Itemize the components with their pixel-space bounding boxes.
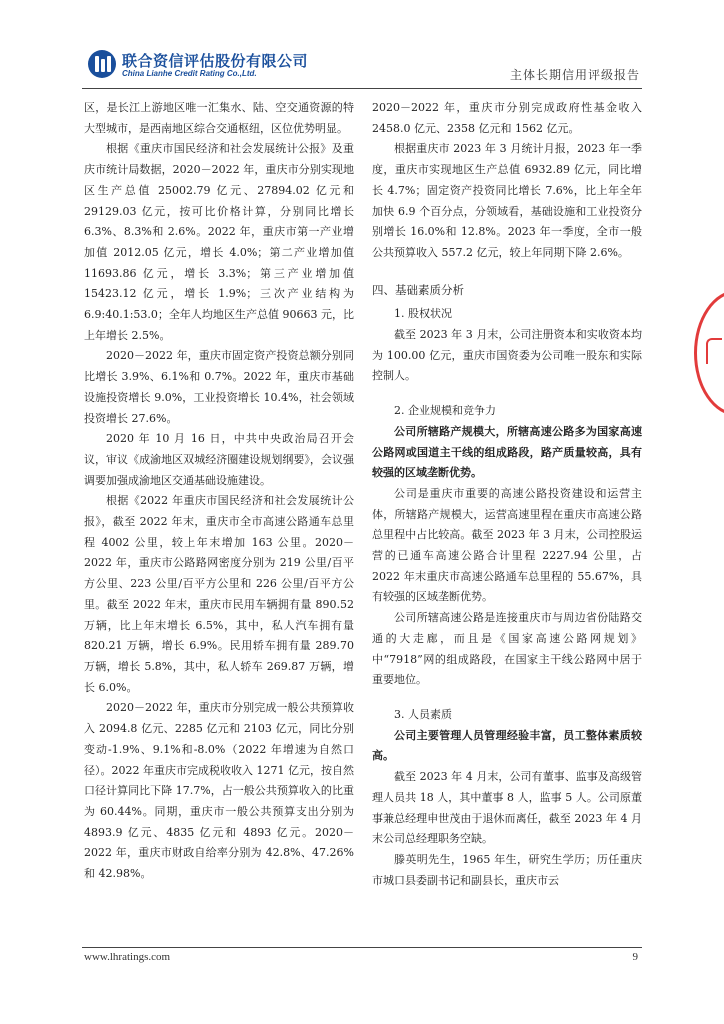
paragraph: 2020－2022 年，重庆市分别完成政府性基金收入 2458.0 亿元、2358 亿元和 1562 亿元。 <box>372 101 642 135</box>
paragraph: 根据《2022 年重庆市国民经济和社会发展统计公报》，截至 2022 年末，重庆市全市高速公路通车总里程 4002 公里，较上年末增加 163 公里。2020－2022 年，重庆市公路路网密度分别为 219 公里/百平方公里、223 公里/百平方公里和 226 公里/百平方公里。截至 2022 年末，重庆市民用车辆拥有量 890.52 万辆，比上年末增长 6.5%，其中，私人汽车拥有量 820.21 万辆，增长 6.9%。民用轿车拥有量 289.70 万辆，增长 5.8%，其中，私人轿车 269.87 万辆，增长 6.0%。 <box>84 494 354 694</box>
company-name-en: China Lianhe Credit Rating Co.,Ltd. <box>122 69 257 78</box>
subsection-heading: 1. 股权状况 <box>394 307 452 321</box>
paragraph: 2020－2022 年，重庆市固定资产投资总额分别同比增长 3.9%、6.1%和 0.7%。2022 年，重庆市基础设施投资增长 9.0%，工业投资增长 10.4%，社会领域投资增长 27.6%。 <box>84 349 354 425</box>
paragraph: 截至 2023 年 3 月末，公司注册资本和实收资本均为 100.00 亿元，重庆市国资委为公司唯一股东和实际控制人。 <box>372 328 642 383</box>
paragraph: 区，是长江上游地区唯一汇集水、陆、空交通资源的特大型城市，是西南地区综合交通枢纽，区位优势明显。 <box>84 101 354 135</box>
report-type-title: 主体长期信用评级报告 <box>509 68 640 82</box>
page-number: 9 <box>632 951 638 963</box>
right-column <box>372 98 642 891</box>
paragraph: 滕英明先生，1965 年生，研究生学历；历任重庆市城口县委副书记和副县长，重庆市云 <box>372 852 642 887</box>
left-column <box>84 98 354 885</box>
paragraph: 2020 年 10 月 16 日，中共中央政治局召开会议，审议《成渝地区双城经济圈建设规划纲要》，会议强调要加强成渝地区交通基础设施建设。 <box>84 432 354 487</box>
section-heading: 四、基础素质分析 <box>372 282 464 297</box>
subsection-heading: 3. 人员素质 <box>394 707 452 721</box>
company-name-cn: 联合资信评估股份有限公司 <box>122 52 309 70</box>
paragraph: 公司所辖高速公路是连接重庆市与周边省份陆路交通的大走廊，而且是《国家高速公路网规划》中“7918”网的组成路段，在国家主干线公路网中居于重要地位。 <box>372 611 642 687</box>
key-finding: 公司所辖路产规模大，所辖高速公路多为国家高速公路网或国道主干线的组成路段，路产质量较高，具有较强的区域垄断优势。 <box>372 424 642 480</box>
paragraph: 根据《重庆市国民经济和社会发展统计公报》及重庆市统计局数据，2020－2022 年，重庆市分别实现地区生产总值 25002.79 亿元、27894.02 亿元和 29129.03 亿元，按可比价格计算，分别同比增长 6.3%、8.3%和 2.6%。2022 年，重庆市第一产业增加值 2012.05 亿元，增长 4.0%；第二产业增加值 11693.86 亿元，增长 3.3%；第三产业增加值 15423.12 亿元，增长 1.9%；三次产业结构为 6.9:40.1:53.0；全年人均地区生产总值 90663 元，比上年增长 2.5%。 <box>84 142 354 342</box>
page-header <box>82 44 642 88</box>
seal-stamp-mark <box>706 338 722 364</box>
paragraph: 截至 2023 年 4 月末，公司有董事、监事及高级管理人员共 18 人，其中董事 8 人，监事 5 人。公司原董事兼总经理申世茂由于退休而离任，截至 2023 年 4 月末公司总经理职务空缺。 <box>372 770 642 846</box>
paragraph: 2020－2022 年，重庆市分别完成一般公共预算收入 2094.8 亿元、2285 亿元和 2103 亿元，同比分别变动-1.9%、9.1%和-8.0%（2022 年增速为自然口径）。2022 年重庆市完成税收收入 1271 亿元，按自然口径计算同比下降 17.7%，占一般公共预算收入的比重为 60.44%。同期，重庆市一般公共预算支出分别为 4893.9 亿元、4835 亿元和 4893 亿元。2020－2022 年，重庆市财政自给率分别为 42.8%、47.26%和 42.98%。 <box>84 701 354 881</box>
lianhe-logo-icon <box>88 50 116 78</box>
paragraph: 公司是重庆市重要的高速公路投资建设和运营主体，所辖路产规模大，运营高速里程在重庆市高速公路总里程中占比较高。截至 2023 年 3 月末，公司控股运营的已通车高速公路合计里程 2227.94 公里，占 2022 年末重庆市高速公路通车总里程的 55.67%，具有较强的区域垄断优势。 <box>372 486 642 604</box>
footer-divider <box>82 947 642 948</box>
paragraph: 根据重庆市 2023 年 3 月统计月报，2023 年一季度，重庆市实现地区生产总值 6932.89 亿元，同比增长 4.7%；固定资产投资同比增长 7.6%，比上年全年加快 6.9 个百分点，分领域看，基础设施和工业投资分别增长 16.0%和 12.8%。2023 年一季度，全市一般公共预算收入 557.2 亿元，较上年同期下降 2.6%。 <box>372 142 642 259</box>
header-divider <box>82 88 642 89</box>
footer-website-link[interactable]: www.lhratings.com <box>84 951 171 963</box>
subsection-heading: 2. 企业规模和竞争力 <box>394 404 496 418</box>
key-finding: 公司主要管理人员管理经验丰富，员工整体素质较高。 <box>372 728 642 763</box>
